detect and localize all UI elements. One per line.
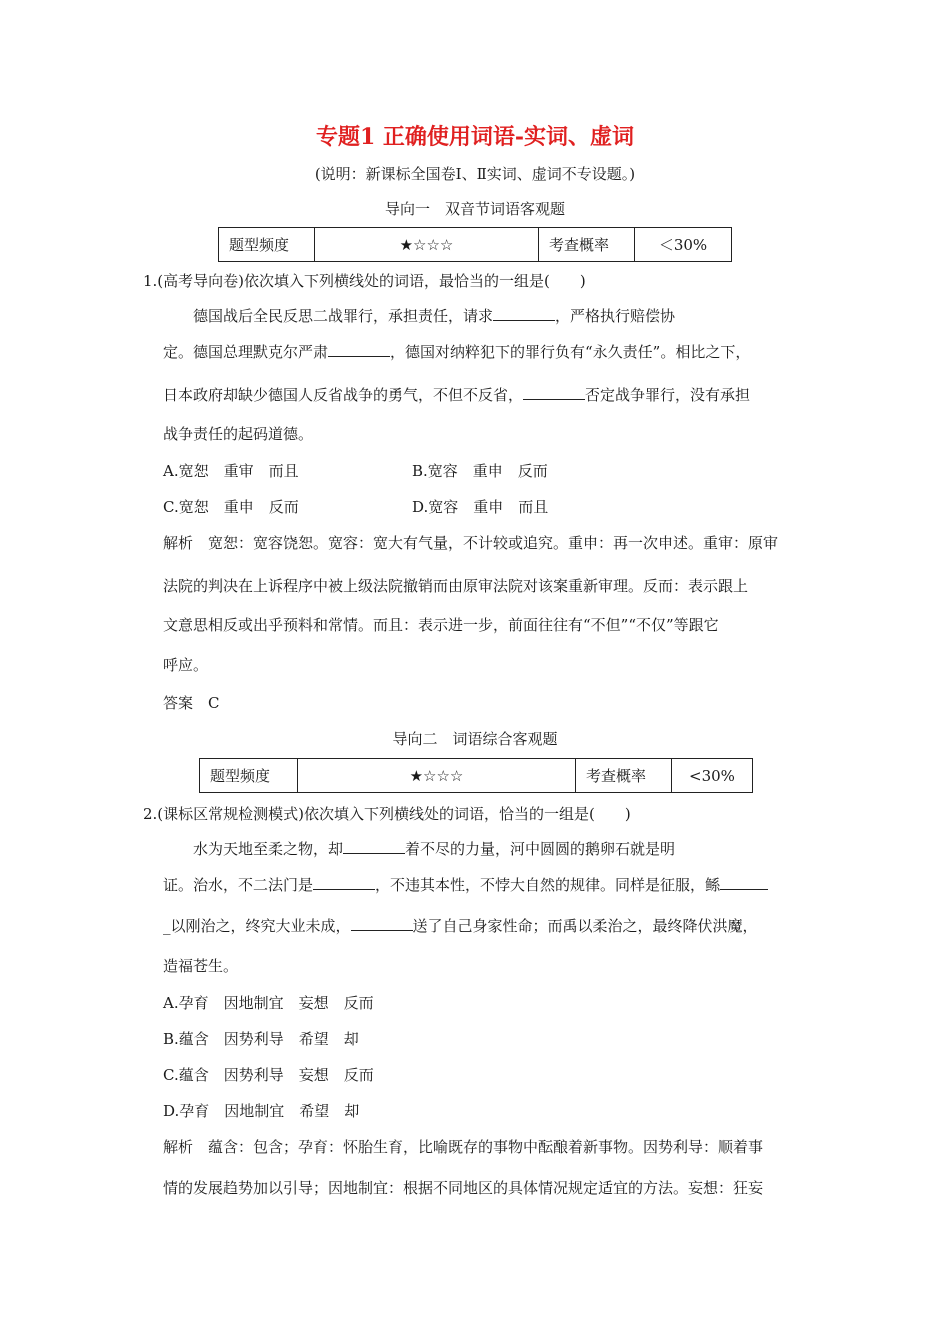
section1-frequency-table [218,227,732,262]
question1-answer: 答案 C [163,694,220,712]
question2-option-d: D.孕育 因地制宜 希望 却 [163,1102,360,1120]
question1-passage-line4: 战争责任的起码道德。 [163,425,314,443]
question2-passage-line4: 造福苍生。 [163,957,239,975]
table-cell-stars: ★☆☆☆ [315,228,539,262]
question2-option-b: B.蕴含 因势利导 希望 却 [163,1030,359,1048]
answer-blank [493,306,555,321]
page-title: 专题1 正确使用词语-实词、虚词 [315,124,635,150]
question1-analysis-line4: 呼应。 [163,656,209,674]
table-cell-stars: ★☆☆☆ [298,759,576,793]
question1-passage-line2: 定。德国总理默克尔严肃 ，德国对纳粹犯下的罪行负有“永久责任”。相比之下， [163,343,751,361]
question1-analysis-line2: 法院的判决在上诉程序中被上级法院撤销而由原审法院对该案重新审理。反而：表示跟上 [163,577,749,595]
question2-stem: 2.(课标区常规检测模式)依次填入下列横线处的词语，恰当的一组是( ) [143,805,631,823]
question1-option-d: D.宽容 重申 而且 [412,498,549,516]
question2-option-a: A.孕育 因地制宜 妄想 反而 [163,994,374,1012]
question1-analysis-line3: 文意思相反或出乎预料和常情。而且：表示进一步，前面往往有“不但”“不仅”等跟它 [163,616,719,634]
note: (说明：新课标全国卷Ⅰ、Ⅱ实词、虚词不专设题。) [314,165,636,183]
question1-option-c: C.宽恕 重申 反而 [163,498,299,516]
question1-stem: 1.(高考导向卷)依次填入下列横线处的词语，最恰当的一组是( ) [143,272,586,290]
table-cell-probability-value: <30% [672,759,753,793]
table-cell-probability-label: 考查概率 [539,228,635,262]
question2-passage-line2: 证。治水，不二法门是 ，不违其本性，不悖大自然的规律。同样是征服，鲧 [163,874,768,895]
question2-passage-line3: _以刚治之，终究大业未成， 送了自己身家性命；而禹以柔治之，最终降伏洪魔， [163,917,758,935]
question2-option-c: C.蕴含 因势利导 妄想 反而 [163,1066,374,1084]
section2-frequency-table [199,758,753,793]
table-cell-type-frequency: 题型频度 [219,228,315,262]
question1-analysis-line1: 解析 宽恕：宽容饶恕。宽容：宽大有气量，不计较或追究。重申：再一次申述。重审：原审 [163,534,779,552]
question1-option-b: B.宽容 重申 反而 [412,462,548,480]
question1-option-a: A.宽恕 重审 而且 [163,462,299,480]
question1-passage-line3: 日本政府却缺少德国人反省战争的勇气，不但不反省， 否定战争罪行，没有承担 [163,386,751,404]
section2-heading: 导向二 词语综合客观题 [392,730,558,748]
section1-heading: 导向一 双音节词语客观题 [384,200,565,218]
question1-passage-line1: 德国战后全民反思二战罪行，承担责任，请求 ，严格执行赔偿协 [193,307,676,325]
answer-blank [343,839,405,854]
answer-blank [313,875,375,890]
question2-passage-line1: 水为天地至柔之物，却 着不尽的力量，河中圆圆的鹅卵石就是明 [193,840,676,858]
answer-blank [523,385,585,400]
question2-analysis-line1: 解析 蕴含：包含；孕育：怀胎生育，比喻既存的事物中酝酿着新事物。因势利导：顺着事 [163,1138,764,1156]
table-cell-probability-label: 考查概率 [576,759,672,793]
answer-blank [720,875,768,890]
table-cell-probability-value: ＜30% [635,228,732,262]
answer-blank [351,916,413,931]
answer-blank [328,342,390,357]
table-cell-type-frequency: 题型频度 [200,759,298,793]
question2-analysis-line2: 情的发展趋势加以引导；因地制宜：根据不同地区的具体情况规定适宜的方法。妄想：狂妄 [163,1179,764,1197]
